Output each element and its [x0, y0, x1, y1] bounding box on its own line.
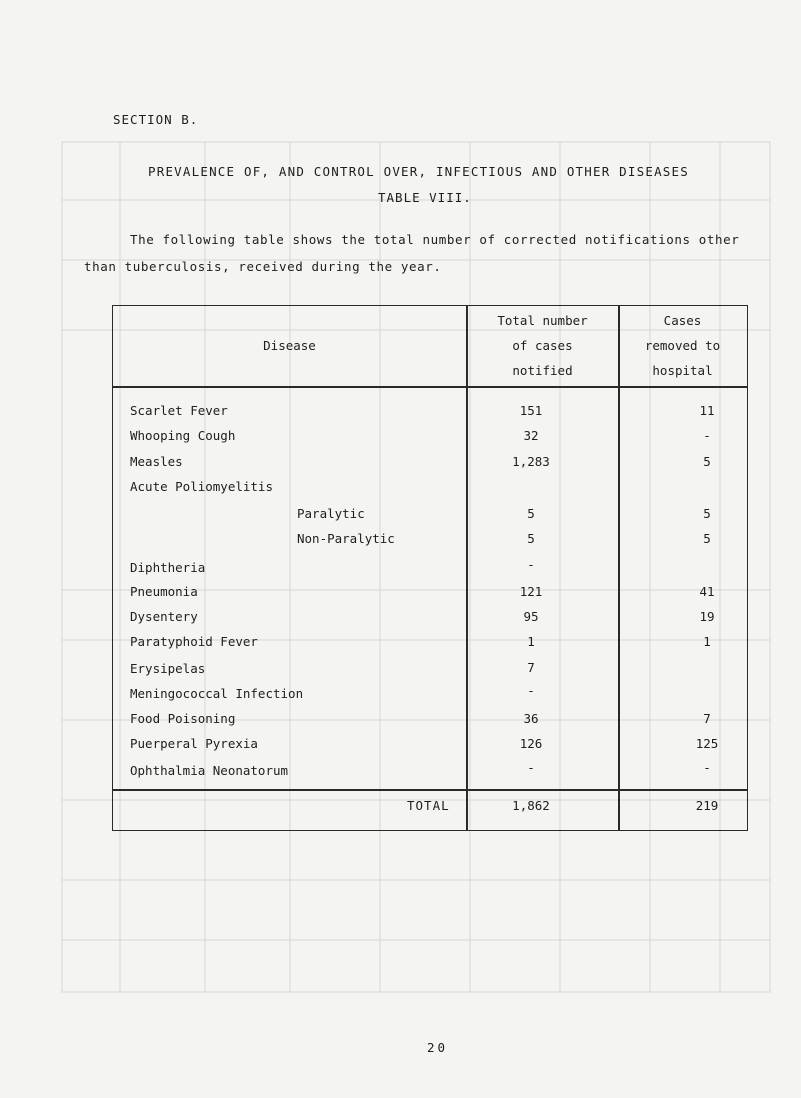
total-notified-value: 126 — [519, 736, 543, 751]
hospital-value: 7 — [703, 711, 711, 726]
intro-text-line-1: The following table shows the total number of corrected notifications other — [130, 232, 740, 247]
disease-name: Measles — [130, 454, 183, 469]
page-heading: PREVALENCE OF, AND CONTROL OVER, INFECTIOUS AND OTHER DISEASES — [148, 164, 689, 179]
total-notified-value: 121 — [519, 584, 543, 599]
total-notified-value: 32 — [523, 428, 539, 443]
hospital-value: - — [703, 760, 711, 775]
disease-name: Erysipelas — [130, 661, 206, 676]
disease-subtype: Paralytic — [297, 506, 365, 521]
disease-subtype: Non-Paralytic — [297, 531, 395, 546]
grand-total-hospital: 219 — [695, 798, 719, 813]
total-notified-value: 1,283 — [512, 454, 550, 469]
total-notified-value: 151 — [519, 403, 543, 418]
disease-name: Puerperal Pyrexia — [130, 736, 258, 751]
total-notified-value: 5 — [527, 531, 535, 546]
disease-name: Pneumonia — [130, 584, 198, 599]
total-notified-value: - — [527, 760, 535, 775]
total-notified-value: 5 — [527, 506, 535, 521]
hospital-value: 1 — [703, 634, 711, 649]
disease-name: Whooping Cough — [130, 428, 236, 443]
total-notified-value: - — [527, 683, 535, 698]
header-divider — [113, 386, 747, 388]
table-caption: TABLE VIII. — [378, 190, 472, 205]
hospital-value: 41 — [699, 584, 715, 599]
total-notified-value: 1 — [527, 634, 535, 649]
header-hospital-line: hospital — [652, 363, 713, 378]
hospital-value: 5 — [703, 454, 711, 469]
disease-name: Paratyphoid Fever — [130, 634, 258, 649]
header-total-line: of cases — [512, 338, 573, 353]
disease-name: Ophthalmia Neonatorum — [130, 763, 289, 778]
hospital-value: 5 — [703, 506, 711, 521]
hospital-value: - — [703, 428, 711, 443]
column-divider — [618, 306, 620, 830]
header-hospital-line: Cases — [663, 313, 702, 328]
total-divider — [113, 789, 747, 791]
grand-total-notified: 1,862 — [512, 798, 550, 813]
page-number: 20 — [427, 1040, 449, 1055]
disease-name: Acute Poliomyelitis — [130, 479, 273, 494]
disease-name: Food Poisoning — [130, 711, 236, 726]
total-notified-value: 7 — [527, 660, 535, 675]
disease-name: Diphtheria — [130, 560, 206, 575]
disease-name: Meningococcal Infection — [130, 686, 304, 701]
column-divider — [466, 306, 468, 830]
section-label: SECTION B. — [113, 112, 199, 127]
hospital-value: 5 — [703, 531, 711, 546]
hospital-value: 11 — [699, 403, 715, 418]
disease-name: Scarlet Fever — [130, 403, 228, 418]
header-hospital-line: removed to — [644, 338, 721, 353]
header-disease: Disease — [263, 338, 316, 353]
header-total-line: notified — [512, 363, 573, 378]
total-notified-value: - — [527, 557, 535, 572]
hospital-value: 19 — [699, 609, 715, 624]
header-total-line: Total number — [497, 313, 588, 328]
total-notified-value: 95 — [523, 609, 539, 624]
total-notified-value: 36 — [523, 711, 539, 726]
intro-text-line-2: than tuberculosis, received during the year. — [84, 259, 442, 274]
disease-name: Dysentery — [130, 609, 198, 624]
table-border — [112, 305, 748, 831]
hospital-value: 125 — [695, 736, 719, 751]
total-label: TOTAL — [407, 798, 450, 813]
